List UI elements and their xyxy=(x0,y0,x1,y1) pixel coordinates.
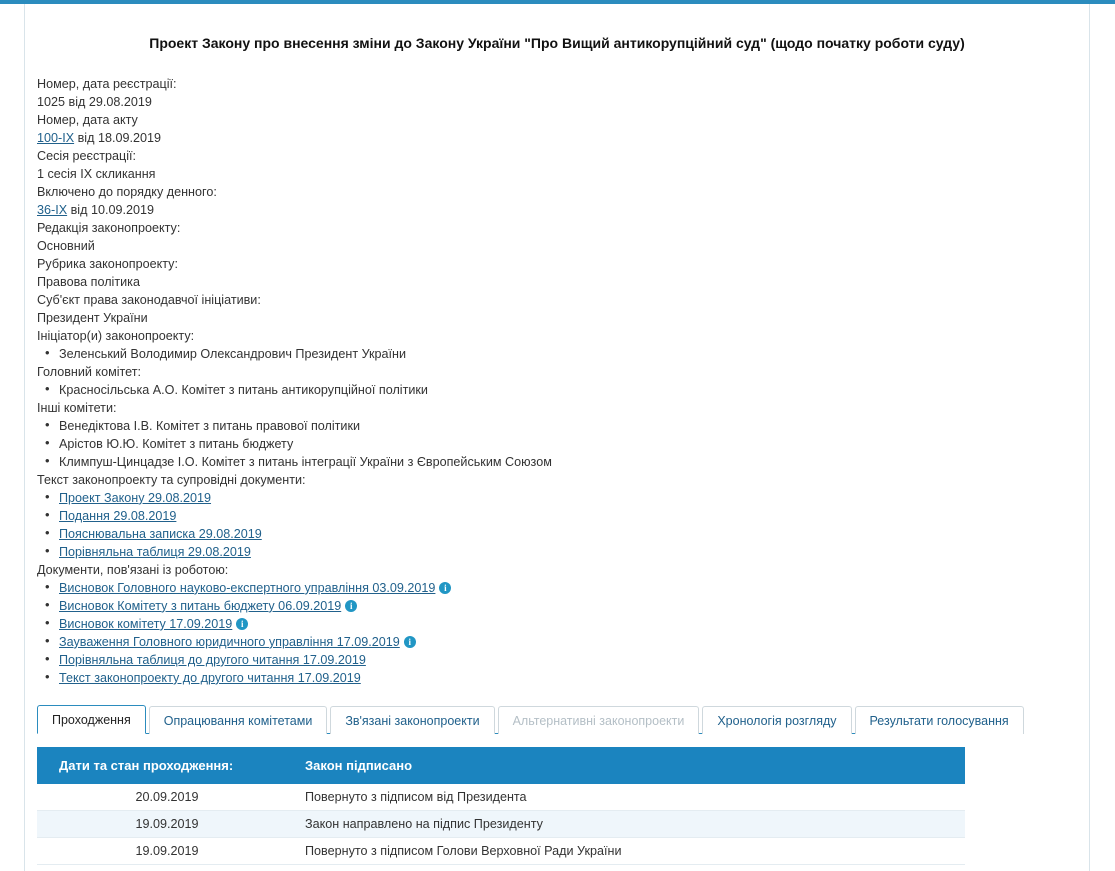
page-title: Проект Закону про внесення зміни до Закону України "Про Вищий антикорупційний суд" (щодо початку роботи суду) xyxy=(149,35,965,51)
document-link[interactable]: Висновок Головного науково-експертного управління 03.09.2019 xyxy=(59,580,436,595)
info-icon[interactable]: i xyxy=(345,600,357,612)
cell-state: Закон направлено на підпис Президенту xyxy=(297,810,965,837)
tab-list xyxy=(37,703,1009,734)
tabs-container xyxy=(37,703,1083,733)
cell-state: Повернуто з підписом від Президента xyxy=(297,784,965,811)
initiators-label: Ініціатор(и) законопроекту: xyxy=(37,328,195,343)
list-item: • Климпуш-Цинцадзе І.О. Комітет з питань інтеграції України з Європейським Союзом xyxy=(37,453,1083,471)
act-number-link[interactable]: 100-IX xyxy=(37,130,75,145)
tab-zviazani-zakonoproekty[interactable]: Зв'язані законопроекти xyxy=(330,706,494,734)
table-header-row xyxy=(37,747,965,784)
document-link[interactable]: Зауваження Головного юридичного управління 17.09.2019 xyxy=(59,634,400,649)
list-item xyxy=(37,525,1083,543)
session-value: 1 сесія IX скликання xyxy=(37,166,156,181)
info-icon[interactable]: i xyxy=(439,582,451,594)
column-header-dates: Дати та стан проходження: xyxy=(37,747,297,784)
column-header-status: Закон підписано xyxy=(297,747,965,784)
cell-state: Повернуто з підписом Голови Верховної Ради України xyxy=(297,837,965,864)
act-number-label: Номер, дата акту xyxy=(37,112,138,127)
cell-date: 20.09.2019 xyxy=(37,784,297,811)
list-item: • Красносільська А.О. Комітет з питань антикорупційної політики xyxy=(37,381,1083,399)
state-table xyxy=(37,747,965,865)
tab-rezultaty-holosuvannia[interactable]: Результати голосування xyxy=(855,706,1024,734)
edition-label: Редакція законопроекту: xyxy=(37,220,181,235)
list-item xyxy=(37,633,1083,651)
list-item: • Арістов Ю.Ю. Комітет з питань бюджету xyxy=(37,435,1083,453)
list-item xyxy=(37,669,1083,687)
list-item xyxy=(37,489,1083,507)
list-item xyxy=(37,543,1083,561)
metadata-block xyxy=(37,75,1083,687)
list-item xyxy=(37,597,1083,615)
document-link[interactable]: Текст законопроекту до другого читання 17.09.2019 xyxy=(59,670,361,685)
list-item: • Зеленський Володимир Олександрович Президент України xyxy=(37,345,1083,363)
table-head xyxy=(37,747,965,784)
related-documents-list xyxy=(37,579,1083,687)
reg-number-value: 1025 від 29.08.2019 xyxy=(37,94,152,109)
main-committee-list xyxy=(37,381,1083,399)
tab-prohodzhennia[interactable]: Проходження xyxy=(37,705,146,734)
subject-value: Президент України xyxy=(37,310,148,325)
agenda-date: від 10.09.2019 xyxy=(70,202,154,217)
list-item xyxy=(37,507,1083,525)
related-label: Документи, пов'язані із роботою: xyxy=(37,562,229,577)
table-body xyxy=(37,784,965,865)
list-item xyxy=(37,615,1083,633)
info-icon[interactable]: i xyxy=(236,618,248,630)
list-item xyxy=(37,651,1083,669)
session-label: Сесія реєстрації: xyxy=(37,148,137,163)
tab-alternatyvni-zakonoproekty: Альтернативні законопроекти xyxy=(498,706,700,734)
list-item xyxy=(37,579,1083,597)
document-link[interactable]: Порівняльна таблиця 29.08.2019 xyxy=(59,544,251,559)
document-link[interactable]: Подання 29.08.2019 xyxy=(59,508,177,523)
edition-value: Основний xyxy=(37,238,95,253)
document-content xyxy=(25,34,1089,865)
act-number-date: від 18.09.2019 xyxy=(77,130,161,145)
reg-number-label: Номер, дата реєстрації: xyxy=(37,76,177,91)
table-row xyxy=(37,837,965,864)
document-link[interactable]: Порівняльна таблиця до другого читання 17.09.2019 xyxy=(59,652,366,667)
texts-label: Текст законопроекту та супровідні документи: xyxy=(37,472,306,487)
other-committees-label: Інші комітети: xyxy=(37,400,117,415)
agenda-link[interactable]: 36-IX xyxy=(37,202,68,217)
document-link[interactable]: Висновок Комітету з питань бюджету 06.09.2019 xyxy=(59,598,342,613)
tab-opratsiuvannia-komitetamy[interactable]: Опрацювання комітетами xyxy=(149,706,328,734)
initiators-list xyxy=(37,345,1083,363)
rubric-value: Правова політика xyxy=(37,274,140,289)
rubric-label: Рубрика законопроекту: xyxy=(37,256,178,271)
content-frame xyxy=(24,4,1090,871)
document-link[interactable]: Проект Закону 29.08.2019 xyxy=(59,490,212,505)
document-link[interactable]: Пояснювальна записка 29.08.2019 xyxy=(59,526,262,541)
agenda-label: Включено до порядку денного: xyxy=(37,184,217,199)
tab-khronolohiia-rozghliadu[interactable]: Хронологія розгляду xyxy=(702,706,851,734)
texts-list xyxy=(37,489,1083,561)
document-link[interactable]: Висновок комітету 17.09.2019 xyxy=(59,616,233,631)
table-row xyxy=(37,810,965,837)
main-committee-label: Головний комітет: xyxy=(37,364,142,379)
agenda-value xyxy=(37,201,1083,219)
other-committees-list xyxy=(37,417,1083,471)
state-table-container xyxy=(37,747,965,865)
list-item: • Венедіктова І.В. Комітет з питань правової політики xyxy=(37,417,1083,435)
table-row xyxy=(37,784,965,811)
act-number-value xyxy=(37,129,1083,147)
info-icon[interactable]: i xyxy=(404,636,416,648)
cell-date: 19.09.2019 xyxy=(37,837,297,864)
subject-label: Суб'єкт права законодавчої ініціативи: xyxy=(37,292,261,307)
cell-date: 19.09.2019 xyxy=(37,810,297,837)
